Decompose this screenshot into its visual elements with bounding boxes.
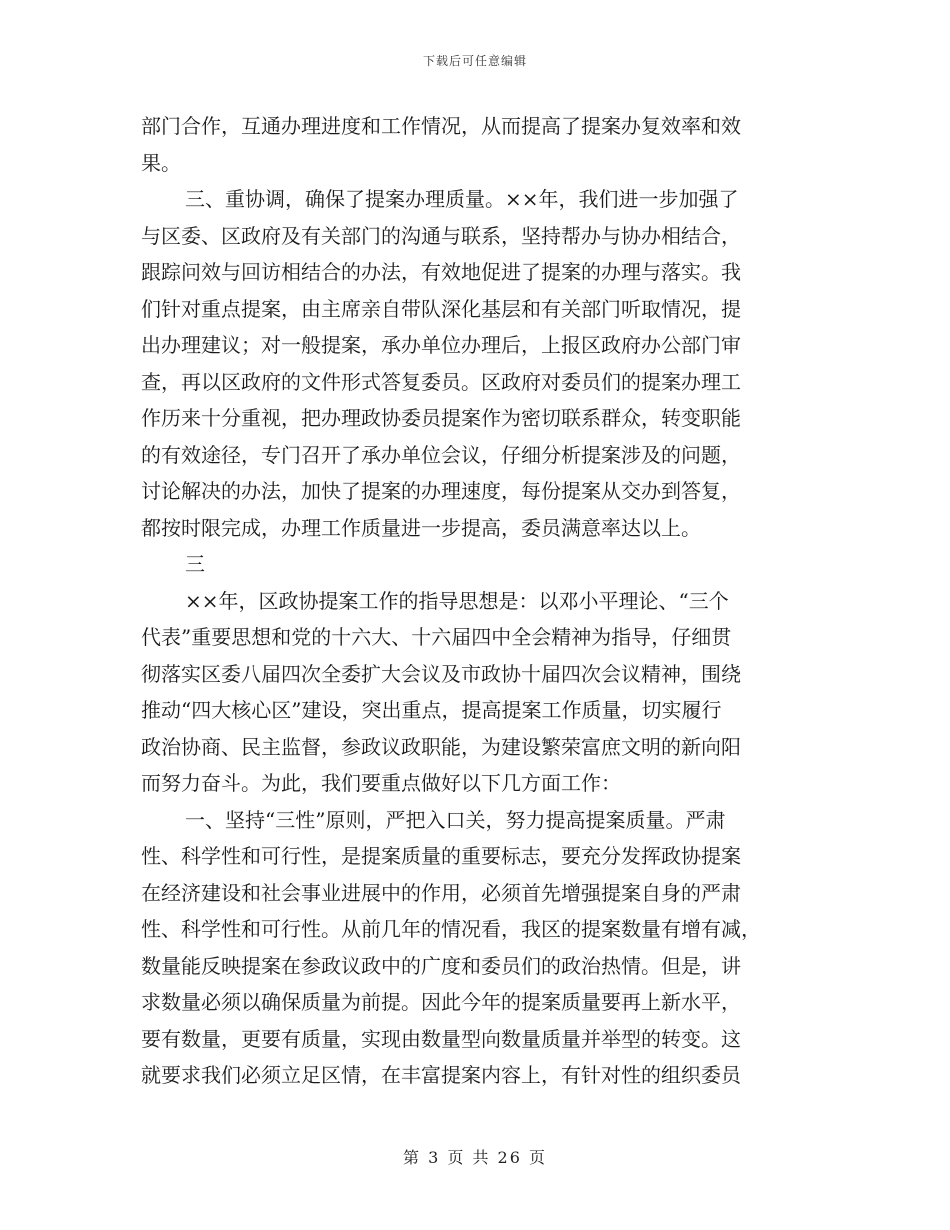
text-line: 性、科学性和可行性，是提案质量的重要标志，要充分发挥政协提案 — [141, 844, 741, 868]
text-line: 推动“四大核心区”建设，突出重点，提高提案工作质量，切实履行 — [141, 698, 722, 722]
text-line: ××年，区政协提案工作的指导思想是：以邓小平理论、“三个 — [185, 588, 729, 613]
text-line: 政治协商、民主监督，参政议政职能，为建设繁荣富庶文明的新向阳 — [141, 734, 741, 759]
text-line: 作历来十分重视，把办理政协委员提案作为密切联系群众，转变职能 — [141, 406, 741, 430]
text-line: 与区委、区政府及有关部门的沟通与联系，坚持帮办与协办相结合， — [141, 223, 741, 248]
text-line: 要有数量，更要有质量，实现由数量型向数量质量并举型的转变。这 — [141, 1026, 741, 1051]
text-line: 在经济建设和社会事业进展中的作用，必须首先增强提案自身的严肃 — [141, 880, 741, 905]
text-line: 彻落实区委八届四次全委扩大会议及市政协十届四次会议精神，围绕 — [141, 661, 741, 686]
text-line: 部门合作，互通办理进度和工作情况，从而提高了提案办复效率和效 — [141, 114, 741, 138]
text-line: 就要求我们必须立足区情，在丰富提案内容上，有针对性的组织委员 — [141, 1063, 741, 1087]
text-line: 的有效途径，专门召开了承办单位会议，仔细分析提案涉及的问题， — [141, 442, 741, 467]
text-line: 果。 — [141, 150, 181, 175]
text-line: 数量能反映提案在参政议政中的广度和委员们的政治热情。但是，讲 — [141, 953, 741, 978]
text-line: 跟踪问效与回访相结合的办法，有效地促进了提案的办理与落实。我 — [141, 260, 741, 284]
page-footer: 第 3 页 共 26 页 — [403, 1148, 547, 1167]
text-line: 代表”重要思想和党的十六大、十六届四中全会精神为指导，仔细贯 — [141, 625, 732, 649]
text-line: 出办理建议；对一般提案，承办单位办理后，上报区政府办公部门审 — [141, 333, 741, 357]
document-body — [141, 108, 793, 1094]
text-line: 们针对重点提案，由主席亲自带队深化基层和有关部门听取情况，提 — [141, 296, 741, 321]
text-line: 都按时限完成，办理工作质量进一步提高，委员满意率达以上。 — [141, 515, 701, 540]
text-line: 性、科学性和可行性。从前几年的情况看，我区的提案数量有增有减， — [141, 917, 761, 941]
text-line: 而努力奋斗。为此，我们要重点做好以下几方面工作： — [141, 771, 621, 795]
text-line: 查，再以区政府的文件形式答复委员。区政府对委员们的提案办理工 — [141, 369, 741, 394]
text-line: 讨论解决的办法，加快了提案的办理速度，每份提案从交办到答复， — [141, 479, 741, 503]
text-line: 求数量必须以确保质量为前提。因此今年的提案质量要再上新水平， — [141, 990, 741, 1014]
page-header: 下载后可任意编辑 — [422, 54, 527, 68]
text-line: 三、重协调，确保了提案办理质量。××年，我们进一步加强了 — [185, 187, 739, 211]
text-line: 一、坚持“三性”原则，严把入口关，努力提高提案质量。严肃 — [185, 807, 726, 832]
text-line: 三 — [185, 552, 205, 576]
